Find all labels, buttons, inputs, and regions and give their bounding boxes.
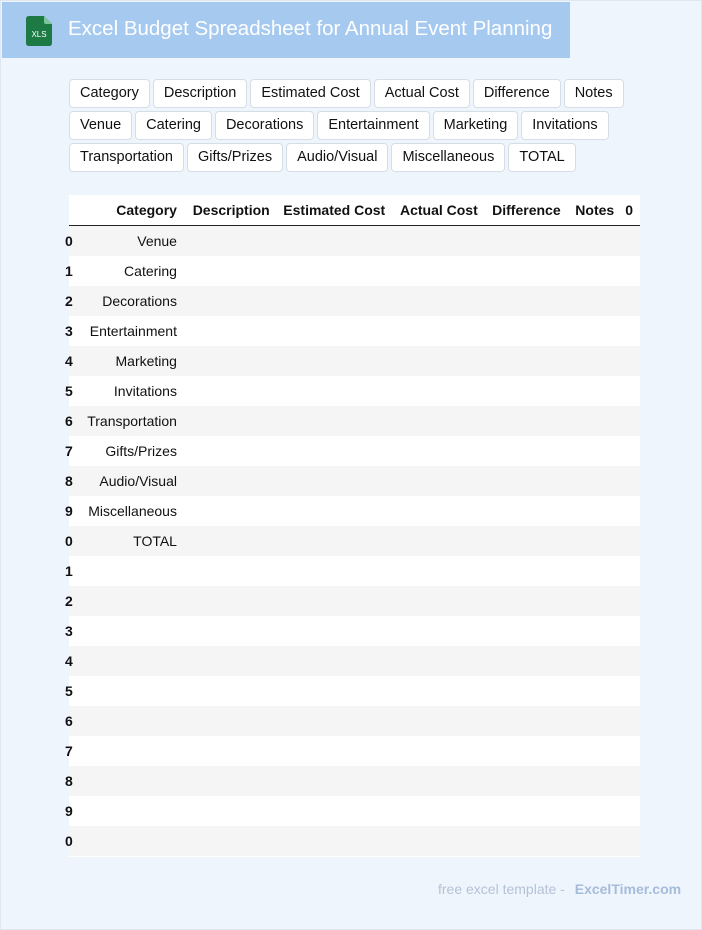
empty-cell[interactable] bbox=[568, 586, 622, 616]
table-row bbox=[69, 646, 640, 676]
row-index-label: 0 bbox=[65, 233, 73, 249]
chip-row bbox=[69, 111, 641, 140]
page-title: Excel Budget Spreadsheet for Annual Event Planning bbox=[68, 17, 553, 40]
row-index bbox=[65, 586, 76, 616]
column-header[interactable]: Difference bbox=[485, 195, 568, 226]
empty-cell[interactable] bbox=[568, 526, 622, 556]
empty-cell[interactable] bbox=[485, 376, 568, 406]
empty-cell[interactable] bbox=[392, 736, 485, 766]
empty-cell[interactable] bbox=[568, 256, 622, 286]
category-cell[interactable]: Decorations bbox=[76, 286, 184, 316]
table-row bbox=[69, 436, 640, 466]
empty-cell[interactable] bbox=[621, 256, 640, 286]
category-chip[interactable]: Category bbox=[69, 79, 150, 108]
empty-cell[interactable] bbox=[184, 256, 277, 286]
empty-cell[interactable] bbox=[392, 586, 485, 616]
chip-row bbox=[69, 79, 641, 108]
row-index-label: 0 bbox=[65, 833, 73, 849]
table-row bbox=[69, 316, 640, 346]
xls-file-icon bbox=[26, 16, 52, 46]
empty-cell[interactable] bbox=[485, 646, 568, 676]
category-chip[interactable]: Description bbox=[153, 79, 248, 108]
row-index-label: 7 bbox=[65, 443, 73, 459]
row-index bbox=[65, 226, 76, 257]
empty-cell[interactable] bbox=[277, 436, 393, 466]
row-index-label: 2 bbox=[65, 293, 73, 309]
row-index bbox=[65, 676, 76, 706]
empty-cell[interactable] bbox=[392, 766, 485, 796]
category-chip[interactable]: Entertainment bbox=[317, 111, 429, 140]
empty-cell[interactable] bbox=[568, 676, 622, 706]
empty-cell[interactable] bbox=[568, 406, 622, 436]
empty-cell[interactable] bbox=[621, 496, 640, 526]
category-chip[interactable]: Notes bbox=[564, 79, 624, 108]
empty-cell[interactable] bbox=[277, 256, 393, 286]
empty-cell[interactable] bbox=[392, 256, 485, 286]
empty-cell[interactable] bbox=[485, 676, 568, 706]
category-cell[interactable]: TOTAL bbox=[76, 526, 184, 556]
empty-cell[interactable] bbox=[485, 766, 568, 796]
empty-cell[interactable] bbox=[184, 556, 277, 586]
empty-cell[interactable] bbox=[621, 526, 640, 556]
row-index bbox=[65, 766, 76, 796]
table-row bbox=[69, 826, 640, 856]
empty-cell[interactable] bbox=[621, 376, 640, 406]
empty-cell[interactable] bbox=[277, 766, 393, 796]
empty-cell[interactable] bbox=[485, 736, 568, 766]
row-index bbox=[65, 496, 76, 526]
empty-cell[interactable] bbox=[621, 676, 640, 706]
category-cell[interactable]: Marketing bbox=[76, 346, 184, 376]
empty-cell[interactable] bbox=[392, 556, 485, 586]
row-index bbox=[65, 436, 76, 466]
category-cell[interactable]: Gifts/Prizes bbox=[76, 436, 184, 466]
empty-cell[interactable] bbox=[392, 496, 485, 526]
category-cell[interactable] bbox=[76, 586, 184, 616]
empty-cell[interactable] bbox=[184, 346, 277, 376]
table-row bbox=[69, 766, 640, 796]
empty-cell[interactable] bbox=[621, 346, 640, 376]
empty-cell[interactable] bbox=[277, 556, 393, 586]
row-index bbox=[65, 406, 76, 436]
category-chip[interactable]: Marketing bbox=[433, 111, 519, 140]
empty-cell[interactable] bbox=[568, 286, 622, 316]
empty-cell[interactable] bbox=[392, 466, 485, 496]
empty-cell[interactable] bbox=[392, 676, 485, 706]
category-cell[interactable]: Audio/Visual bbox=[76, 466, 184, 496]
row-index-label: 9 bbox=[65, 803, 73, 819]
category-chip[interactable]: Estimated Cost bbox=[250, 79, 370, 108]
empty-cell[interactable] bbox=[392, 406, 485, 436]
empty-cell[interactable] bbox=[184, 706, 277, 736]
column-header[interactable]: Description bbox=[184, 195, 277, 226]
category-chip-list bbox=[69, 79, 641, 175]
category-chip[interactable]: Decorations bbox=[215, 111, 314, 140]
data-table bbox=[65, 195, 640, 857]
empty-cell[interactable] bbox=[568, 616, 622, 646]
empty-cell[interactable] bbox=[277, 646, 393, 676]
category-chip[interactable]: Catering bbox=[135, 111, 212, 140]
category-cell[interactable]: Venue bbox=[76, 226, 184, 257]
empty-cell[interactable] bbox=[184, 436, 277, 466]
footer-brand-link[interactable]: ExcelTimer.com bbox=[574, 881, 682, 897]
empty-cell[interactable] bbox=[485, 706, 568, 736]
table-row bbox=[69, 706, 640, 736]
empty-cell[interactable] bbox=[392, 226, 485, 257]
empty-cell[interactable] bbox=[621, 616, 640, 646]
empty-cell[interactable] bbox=[277, 706, 393, 736]
row-index bbox=[65, 796, 76, 826]
row-index bbox=[65, 826, 76, 856]
row-index bbox=[65, 736, 76, 766]
category-cell[interactable] bbox=[76, 556, 184, 586]
category-cell[interactable]: Invitations bbox=[76, 376, 184, 406]
table-row bbox=[69, 466, 640, 496]
category-cell[interactable] bbox=[76, 616, 184, 646]
empty-cell[interactable] bbox=[485, 316, 568, 346]
empty-cell[interactable] bbox=[277, 586, 393, 616]
empty-cell[interactable] bbox=[392, 526, 485, 556]
empty-cell[interactable] bbox=[485, 436, 568, 466]
empty-cell[interactable] bbox=[392, 706, 485, 736]
table-header-row bbox=[69, 195, 640, 226]
empty-cell[interactable] bbox=[392, 436, 485, 466]
empty-cell[interactable] bbox=[184, 646, 277, 676]
row-index bbox=[65, 316, 76, 346]
empty-cell[interactable] bbox=[184, 226, 277, 257]
empty-cell[interactable] bbox=[485, 616, 568, 646]
empty-cell[interactable] bbox=[277, 316, 393, 346]
empty-cell[interactable] bbox=[485, 796, 568, 826]
empty-cell[interactable] bbox=[392, 796, 485, 826]
row-index-label: 6 bbox=[65, 713, 73, 729]
empty-cell[interactable] bbox=[621, 646, 640, 676]
row-index-label: 8 bbox=[65, 773, 73, 789]
empty-cell[interactable] bbox=[277, 466, 393, 496]
row-index bbox=[65, 646, 76, 676]
row-index-label: 1 bbox=[65, 263, 73, 279]
category-chip[interactable]: Difference bbox=[473, 79, 561, 108]
table-row bbox=[69, 736, 640, 766]
empty-cell[interactable] bbox=[277, 376, 393, 406]
empty-cell[interactable] bbox=[568, 646, 622, 676]
column-header[interactable]: Notes bbox=[568, 195, 622, 226]
empty-cell[interactable] bbox=[184, 466, 277, 496]
empty-cell[interactable] bbox=[568, 316, 622, 346]
empty-cell[interactable] bbox=[184, 406, 277, 436]
row-index bbox=[65, 466, 76, 496]
row-index-label: 4 bbox=[65, 353, 73, 369]
category-cell[interactable] bbox=[76, 676, 184, 706]
empty-cell[interactable] bbox=[485, 586, 568, 616]
row-index-label: 0 bbox=[65, 533, 73, 549]
empty-cell[interactable] bbox=[485, 256, 568, 286]
row-index-label: 7 bbox=[65, 743, 73, 759]
category-chip[interactable]: Invitations bbox=[521, 111, 608, 140]
empty-cell[interactable] bbox=[621, 466, 640, 496]
empty-cell[interactable] bbox=[277, 676, 393, 706]
empty-cell[interactable] bbox=[485, 466, 568, 496]
empty-cell[interactable] bbox=[621, 316, 640, 346]
row-index-label: 4 bbox=[65, 653, 73, 669]
empty-cell[interactable] bbox=[184, 616, 277, 646]
empty-cell[interactable] bbox=[392, 646, 485, 676]
empty-cell[interactable] bbox=[392, 376, 485, 406]
empty-cell[interactable] bbox=[184, 736, 277, 766]
empty-cell[interactable] bbox=[568, 346, 622, 376]
row-index bbox=[65, 286, 76, 316]
row-index-label: 3 bbox=[65, 623, 73, 639]
empty-cell[interactable] bbox=[485, 346, 568, 376]
category-chip[interactable]: Gifts/Prizes bbox=[187, 143, 283, 172]
category-cell[interactable] bbox=[76, 706, 184, 736]
empty-cell[interactable] bbox=[621, 556, 640, 586]
table-row bbox=[69, 346, 640, 376]
empty-cell[interactable] bbox=[392, 616, 485, 646]
footer-text: free excel template - bbox=[438, 881, 565, 897]
empty-cell[interactable] bbox=[621, 826, 640, 856]
table-row bbox=[69, 406, 640, 436]
empty-cell[interactable] bbox=[277, 496, 393, 526]
empty-cell[interactable] bbox=[184, 586, 277, 616]
category-chip[interactable]: Audio/Visual bbox=[286, 143, 388, 172]
empty-cell[interactable] bbox=[621, 406, 640, 436]
category-cell[interactable] bbox=[76, 796, 184, 826]
empty-cell[interactable] bbox=[621, 226, 640, 257]
empty-cell[interactable] bbox=[277, 826, 393, 856]
row-index-label: 9 bbox=[65, 503, 73, 519]
category-chip[interactable]: Miscellaneous bbox=[391, 143, 505, 172]
empty-cell[interactable] bbox=[568, 226, 622, 257]
column-header[interactable]: Actual Cost bbox=[392, 195, 485, 226]
row-index-label: 5 bbox=[65, 683, 73, 699]
empty-cell[interactable] bbox=[277, 226, 393, 257]
row-index-label: 1 bbox=[65, 563, 73, 579]
column-header[interactable]: 0 bbox=[621, 195, 640, 226]
empty-cell[interactable] bbox=[568, 826, 622, 856]
table-row bbox=[69, 796, 640, 826]
empty-cell[interactable] bbox=[184, 676, 277, 706]
empty-cell[interactable] bbox=[621, 766, 640, 796]
empty-cell[interactable] bbox=[568, 706, 622, 736]
row-index bbox=[65, 706, 76, 736]
row-index bbox=[65, 556, 76, 586]
empty-cell[interactable] bbox=[568, 496, 622, 526]
empty-cell[interactable] bbox=[568, 376, 622, 406]
table-row bbox=[69, 226, 640, 257]
empty-cell[interactable] bbox=[184, 526, 277, 556]
row-index bbox=[65, 616, 76, 646]
category-cell[interactable]: Miscellaneous bbox=[76, 496, 184, 526]
column-header[interactable]: Category bbox=[76, 195, 184, 226]
empty-cell[interactable] bbox=[277, 796, 393, 826]
footer-credit bbox=[438, 881, 681, 897]
title-banner bbox=[2, 2, 570, 58]
empty-cell[interactable] bbox=[184, 286, 277, 316]
empty-cell[interactable] bbox=[485, 226, 568, 257]
empty-cell[interactable] bbox=[277, 616, 393, 646]
empty-cell[interactable] bbox=[621, 286, 640, 316]
empty-cell[interactable] bbox=[568, 436, 622, 466]
row-index-label: 3 bbox=[65, 323, 73, 339]
empty-cell[interactable] bbox=[568, 466, 622, 496]
table-row bbox=[69, 496, 640, 526]
table-row bbox=[69, 256, 640, 286]
empty-cell[interactable] bbox=[485, 556, 568, 586]
empty-cell[interactable] bbox=[392, 316, 485, 346]
empty-cell[interactable] bbox=[184, 796, 277, 826]
empty-cell[interactable] bbox=[568, 736, 622, 766]
empty-cell[interactable] bbox=[392, 826, 485, 856]
empty-cell[interactable] bbox=[277, 346, 393, 376]
table-row bbox=[69, 616, 640, 646]
table-row bbox=[69, 556, 640, 586]
table-row bbox=[69, 586, 640, 616]
row-index-label: 2 bbox=[65, 593, 73, 609]
empty-cell[interactable] bbox=[277, 406, 393, 436]
empty-cell[interactable] bbox=[184, 376, 277, 406]
index-header bbox=[69, 195, 76, 226]
empty-cell[interactable] bbox=[485, 526, 568, 556]
empty-cell[interactable] bbox=[277, 526, 393, 556]
category-chip[interactable]: TOTAL bbox=[508, 143, 575, 172]
empty-cell[interactable] bbox=[277, 736, 393, 766]
empty-cell[interactable] bbox=[392, 286, 485, 316]
category-chip[interactable]: Actual Cost bbox=[374, 79, 470, 108]
empty-cell[interactable] bbox=[392, 346, 485, 376]
empty-cell[interactable] bbox=[621, 706, 640, 736]
empty-cell[interactable] bbox=[621, 736, 640, 766]
empty-cell[interactable] bbox=[184, 766, 277, 796]
column-header[interactable]: Estimated Cost bbox=[277, 195, 393, 226]
category-cell[interactable] bbox=[76, 736, 184, 766]
category-cell[interactable] bbox=[76, 766, 184, 796]
table-row bbox=[69, 526, 640, 556]
row-index bbox=[65, 376, 76, 406]
category-cell[interactable] bbox=[76, 826, 184, 856]
category-cell[interactable]: Entertainment bbox=[76, 316, 184, 346]
table-row bbox=[69, 376, 640, 406]
row-index-label: 5 bbox=[65, 383, 73, 399]
row-index bbox=[65, 346, 76, 376]
empty-cell[interactable] bbox=[621, 586, 640, 616]
empty-cell[interactable] bbox=[277, 286, 393, 316]
empty-cell[interactable] bbox=[485, 406, 568, 436]
empty-cell[interactable] bbox=[184, 496, 277, 526]
empty-cell[interactable] bbox=[485, 286, 568, 316]
table-row bbox=[69, 676, 640, 706]
empty-cell[interactable] bbox=[568, 796, 622, 826]
row-index bbox=[65, 256, 76, 286]
category-chip[interactable]: Transportation bbox=[69, 143, 184, 172]
empty-cell[interactable] bbox=[485, 496, 568, 526]
table-row bbox=[69, 286, 640, 316]
empty-cell[interactable] bbox=[568, 556, 622, 586]
chip-row bbox=[69, 143, 641, 172]
empty-cell[interactable] bbox=[621, 796, 640, 826]
empty-cell[interactable] bbox=[485, 826, 568, 856]
row-index-label: 8 bbox=[65, 473, 73, 489]
empty-cell[interactable] bbox=[568, 766, 622, 796]
category-cell[interactable]: Catering bbox=[76, 256, 184, 286]
category-cell[interactable]: Transportation bbox=[76, 406, 184, 436]
xls-icon-label: XLS bbox=[31, 30, 47, 39]
empty-cell[interactable] bbox=[184, 826, 277, 856]
category-cell[interactable] bbox=[76, 646, 184, 676]
empty-cell[interactable] bbox=[184, 316, 277, 346]
category-chip[interactable]: Venue bbox=[69, 111, 132, 140]
row-index bbox=[65, 526, 76, 556]
empty-cell[interactable] bbox=[621, 436, 640, 466]
row-index-label: 6 bbox=[65, 413, 73, 429]
